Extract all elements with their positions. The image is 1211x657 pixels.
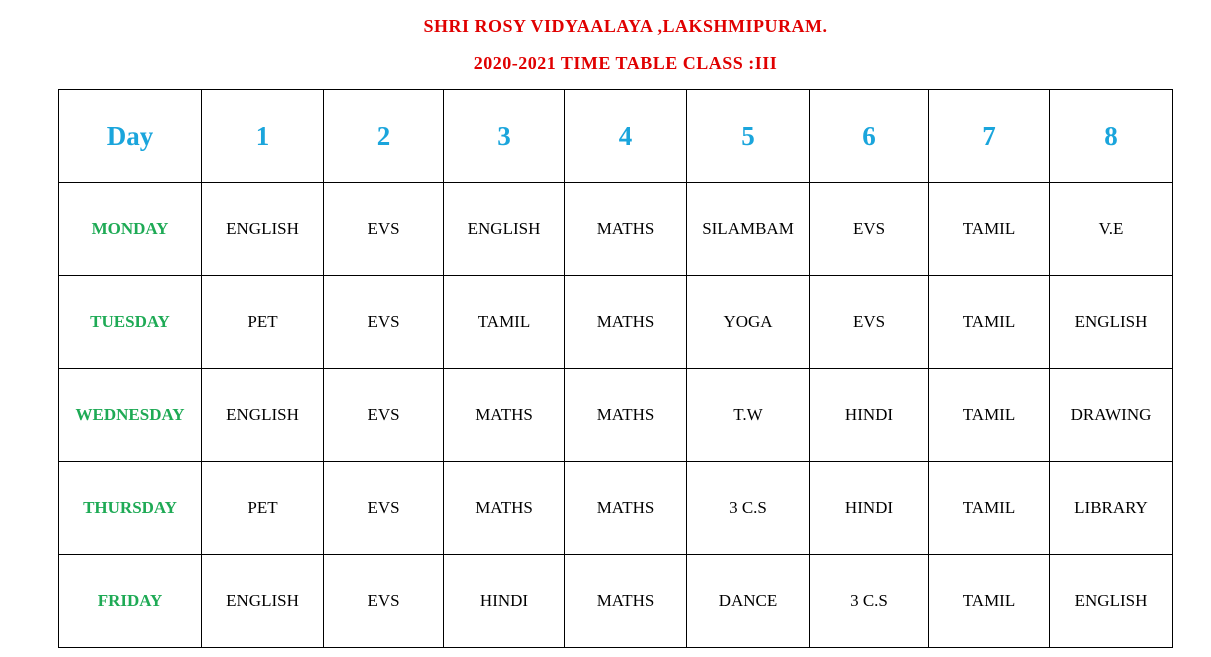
- header-period-2: 2: [324, 90, 444, 183]
- day-cell: TUESDAY: [59, 276, 202, 369]
- header-period-3: 3: [444, 90, 565, 183]
- table-row-wednesday: [59, 369, 1173, 462]
- header-period-8: 8: [1050, 90, 1173, 183]
- period-cell: PET: [202, 276, 324, 369]
- period-cell: TAMIL: [929, 276, 1050, 369]
- period-cell: TAMIL: [929, 183, 1050, 276]
- period-cell: T.W: [687, 369, 810, 462]
- period-cell: HINDI: [810, 462, 929, 555]
- period-cell: TAMIL: [929, 369, 1050, 462]
- period-cell: EVS: [324, 462, 444, 555]
- period-cell: EVS: [810, 276, 929, 369]
- header-period-1: 1: [202, 90, 324, 183]
- timetable: [58, 89, 1173, 648]
- period-cell: MATHS: [565, 462, 687, 555]
- day-cell: FRIDAY: [59, 555, 202, 648]
- period-cell: EVS: [324, 276, 444, 369]
- table-row-monday: [59, 183, 1173, 276]
- table-row-tuesday: [59, 276, 1173, 369]
- period-cell: MATHS: [565, 276, 687, 369]
- period-cell: HINDI: [810, 369, 929, 462]
- header-period-7: 7: [929, 90, 1050, 183]
- period-cell: HINDI: [444, 555, 565, 648]
- period-cell: EVS: [810, 183, 929, 276]
- period-cell: EVS: [324, 183, 444, 276]
- period-cell: SILAMBAM: [687, 183, 810, 276]
- header-period-4: 4: [565, 90, 687, 183]
- period-cell: ENGLISH: [202, 183, 324, 276]
- period-cell: MATHS: [565, 555, 687, 648]
- period-cell: TAMIL: [929, 462, 1050, 555]
- period-cell: PET: [202, 462, 324, 555]
- header-row: [59, 90, 1173, 183]
- period-cell: ENGLISH: [202, 555, 324, 648]
- period-cell: ENGLISH: [444, 183, 565, 276]
- period-cell: 3 C.S: [687, 462, 810, 555]
- period-cell: ENGLISH: [1050, 276, 1173, 369]
- day-cell: THURSDAY: [59, 462, 202, 555]
- period-cell: DRAWING: [1050, 369, 1173, 462]
- table-row-thursday: [59, 462, 1173, 555]
- period-cell: ENGLISH: [1050, 555, 1173, 648]
- day-cell: MONDAY: [59, 183, 202, 276]
- period-cell: V.E: [1050, 183, 1173, 276]
- period-cell: MATHS: [444, 369, 565, 462]
- school-title: SHRI ROSY VIDYAALAYA ,LAKSHMIPURAM.: [423, 16, 828, 36]
- header-day: Day: [59, 90, 202, 183]
- period-cell: MATHS: [565, 183, 687, 276]
- timetable-title: 2020-2021 TIME TABLE CLASS :III: [473, 53, 778, 73]
- period-cell: DANCE: [687, 555, 810, 648]
- period-cell: MATHS: [444, 462, 565, 555]
- period-cell: LIBRARY: [1050, 462, 1173, 555]
- period-cell: TAMIL: [444, 276, 565, 369]
- period-cell: YOGA: [687, 276, 810, 369]
- period-cell: EVS: [324, 369, 444, 462]
- table-row-friday: [59, 555, 1173, 648]
- period-cell: MATHS: [565, 369, 687, 462]
- period-cell: 3 C.S: [810, 555, 929, 648]
- period-cell: ENGLISH: [202, 369, 324, 462]
- header-period-6: 6: [810, 90, 929, 183]
- period-cell: EVS: [324, 555, 444, 648]
- day-cell: WEDNESDAY: [59, 369, 202, 462]
- header-period-5: 5: [687, 90, 810, 183]
- period-cell: TAMIL: [929, 555, 1050, 648]
